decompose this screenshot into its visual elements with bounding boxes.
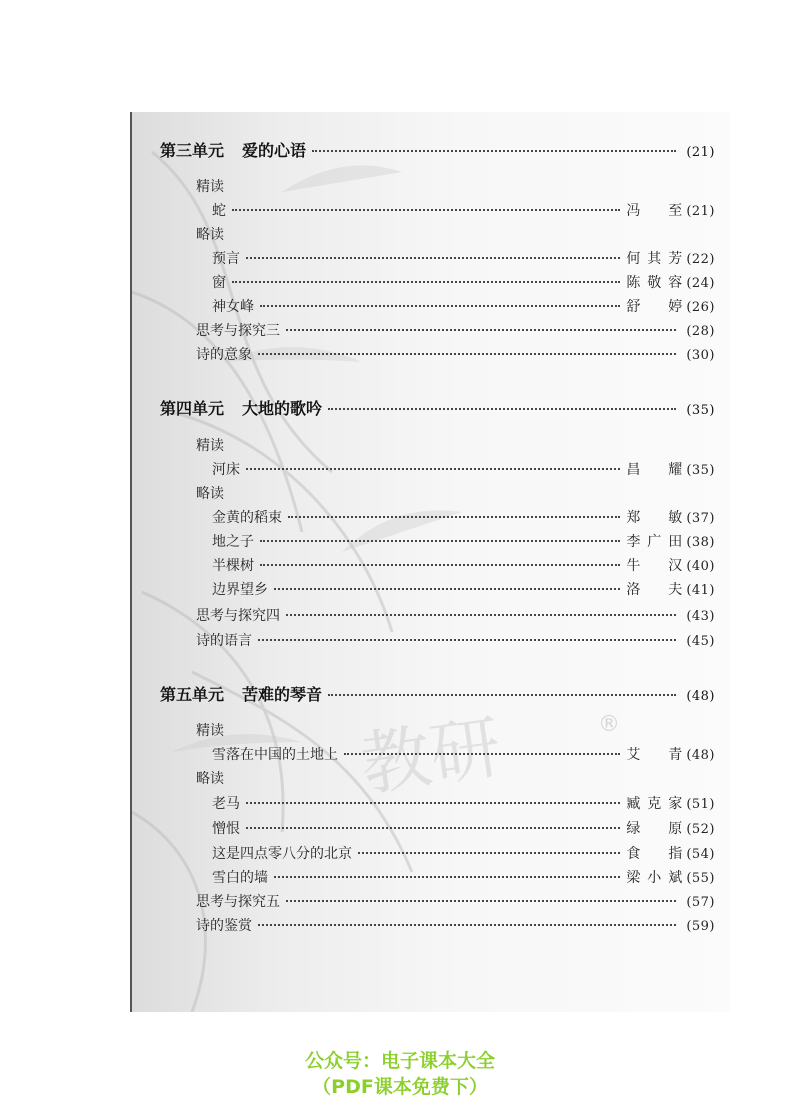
toc-entry[interactable] bbox=[196, 630, 715, 653]
toc-entry[interactable] bbox=[196, 915, 715, 938]
page-number: (59) bbox=[686, 919, 715, 934]
entry-title: 蛇 bbox=[212, 203, 226, 219]
entry-author: 李广田 bbox=[626, 534, 683, 550]
entry-title: 河床 bbox=[212, 462, 240, 478]
unit-title: 大地的歌吟 bbox=[242, 399, 323, 418]
leader-dots bbox=[246, 257, 620, 259]
leader-dots bbox=[328, 408, 676, 410]
page-number: (52) bbox=[686, 822, 715, 837]
toc-entry[interactable] bbox=[212, 744, 715, 767]
leader-dots bbox=[232, 281, 620, 283]
entry-author: 艾青 bbox=[626, 747, 683, 763]
category-label: 略读 bbox=[196, 486, 224, 502]
page-number: (48) bbox=[686, 748, 715, 763]
leader-dots bbox=[258, 353, 676, 355]
entry-author: 梁小斌 bbox=[626, 870, 683, 886]
page-number: (37) bbox=[686, 511, 715, 526]
entry-title: 诗的鉴赏 bbox=[196, 918, 252, 934]
category-label: 精读 bbox=[196, 723, 224, 739]
toc-entry[interactable] bbox=[212, 818, 715, 841]
unit-number: 第三单元 bbox=[160, 141, 225, 160]
page-number: (35) bbox=[686, 403, 715, 418]
toc-entry[interactable] bbox=[212, 555, 715, 578]
page-number: (51) bbox=[686, 797, 715, 812]
entry-title: 思考与探究四 bbox=[196, 608, 280, 624]
entry-title: 雪落在中国的土地上 bbox=[212, 747, 338, 763]
entry-author: 昌耀 bbox=[626, 462, 683, 478]
watermark-logo: 教研 bbox=[355, 705, 506, 807]
unit-title: 爱的心语 bbox=[242, 141, 307, 160]
unit-heading[interactable] bbox=[160, 140, 715, 164]
page-number: (21) bbox=[686, 145, 715, 160]
page-number: (35) bbox=[686, 463, 715, 478]
category-label: 略读 bbox=[196, 227, 224, 243]
page-number: (48) bbox=[686, 689, 715, 704]
page-number: (40) bbox=[686, 559, 715, 574]
page-number: (57) bbox=[686, 895, 715, 910]
entry-title: 地之子 bbox=[212, 534, 254, 550]
entry-author: 洛夫 bbox=[626, 582, 683, 598]
toc-entry[interactable] bbox=[212, 793, 715, 816]
category-label: 精读 bbox=[196, 438, 224, 454]
unit-title: 苦难的琴音 bbox=[242, 685, 323, 704]
entry-title: 神女峰 bbox=[212, 299, 254, 315]
page-number: (21) bbox=[686, 204, 715, 219]
leader-dots bbox=[246, 802, 620, 804]
leader-dots bbox=[286, 900, 676, 902]
leader-dots bbox=[274, 588, 620, 590]
entry-author: 牛汉 bbox=[626, 558, 683, 574]
entry-title: 雪白的墙 bbox=[212, 870, 268, 886]
entry-title: 金黄的稻束 bbox=[212, 510, 282, 526]
category-label: 略读 bbox=[196, 771, 224, 787]
entry-author: 郑敏 bbox=[626, 510, 683, 526]
page-number: (54) bbox=[686, 847, 715, 862]
leader-dots bbox=[288, 516, 620, 518]
entry-title: 预言 bbox=[212, 251, 240, 267]
leader-dots bbox=[260, 564, 620, 566]
entry-title: 思考与探究五 bbox=[196, 894, 280, 910]
toc-entry[interactable] bbox=[212, 843, 715, 866]
entry-author: 臧克家 bbox=[626, 796, 683, 812]
entry-title: 诗的语言 bbox=[196, 633, 252, 649]
leader-dots bbox=[258, 639, 676, 641]
page-number: (43) bbox=[686, 609, 715, 624]
page-number: (30) bbox=[686, 348, 715, 363]
toc-entry[interactable] bbox=[196, 891, 715, 914]
unit-number: 第五单元 bbox=[160, 685, 225, 704]
leader-dots bbox=[328, 694, 676, 696]
toc-entry[interactable] bbox=[196, 320, 715, 343]
category-label: 精读 bbox=[196, 179, 224, 195]
entry-title: 窗 bbox=[212, 275, 226, 291]
entry-author: 陈敬容 bbox=[626, 275, 683, 291]
unit-heading[interactable] bbox=[160, 398, 715, 422]
page-number: (38) bbox=[686, 535, 715, 550]
toc-entry[interactable] bbox=[212, 507, 715, 530]
footer-promo-subline: （PDF课本免费下） bbox=[312, 1076, 488, 1098]
page-number: (45) bbox=[686, 634, 715, 649]
entry-author: 何其芳 bbox=[626, 251, 683, 267]
page-number: (55) bbox=[686, 871, 715, 886]
entry-title: 诗的意象 bbox=[196, 347, 252, 363]
leader-dots bbox=[260, 540, 620, 542]
leader-dots bbox=[260, 305, 620, 307]
toc-entry[interactable] bbox=[196, 344, 715, 367]
leader-dots bbox=[258, 924, 676, 926]
unit-number: 第四单元 bbox=[160, 399, 225, 418]
leader-dots bbox=[286, 614, 676, 616]
toc-entry[interactable] bbox=[212, 248, 715, 271]
footer-promo-line: 公众号：电子课本大全 bbox=[304, 1050, 495, 1072]
unit-heading[interactable] bbox=[160, 684, 715, 708]
leader-dots bbox=[358, 852, 620, 854]
page-number: (26) bbox=[686, 300, 715, 315]
leader-dots bbox=[246, 827, 620, 829]
page-number: (41) bbox=[686, 583, 715, 598]
entry-author: 绿原 bbox=[626, 821, 683, 837]
leader-dots bbox=[274, 876, 620, 878]
entry-title: 老马 bbox=[212, 796, 240, 812]
toc-entry[interactable] bbox=[212, 459, 715, 482]
leader-dots bbox=[286, 329, 676, 331]
leader-dots bbox=[232, 209, 620, 211]
page-number: (22) bbox=[686, 252, 715, 267]
entry-author: 舒婷 bbox=[626, 299, 683, 315]
registered-mark: ® bbox=[598, 712, 620, 737]
toc-entry[interactable] bbox=[212, 531, 715, 554]
entry-title: 思考与探究三 bbox=[196, 323, 280, 339]
toc-entry[interactable] bbox=[212, 296, 715, 319]
toc-entry[interactable] bbox=[212, 579, 715, 602]
toc-entry[interactable] bbox=[196, 605, 715, 628]
entry-author: 冯至 bbox=[626, 203, 683, 219]
toc-entry[interactable] bbox=[212, 867, 715, 890]
entry-author: 食指 bbox=[626, 846, 683, 862]
leader-dots bbox=[312, 150, 676, 152]
entry-title: 憎恨 bbox=[212, 821, 240, 837]
entry-title: 这是四点零八分的北京 bbox=[212, 846, 352, 862]
toc-entry[interactable] bbox=[212, 272, 715, 295]
entry-title: 边界望乡 bbox=[212, 582, 268, 598]
page-number: (24) bbox=[686, 276, 715, 291]
leader-dots bbox=[344, 753, 620, 755]
page-number: (28) bbox=[686, 324, 715, 339]
toc-entry[interactable] bbox=[212, 200, 715, 223]
leader-dots bbox=[246, 468, 620, 470]
entry-title: 半棵树 bbox=[212, 558, 254, 574]
